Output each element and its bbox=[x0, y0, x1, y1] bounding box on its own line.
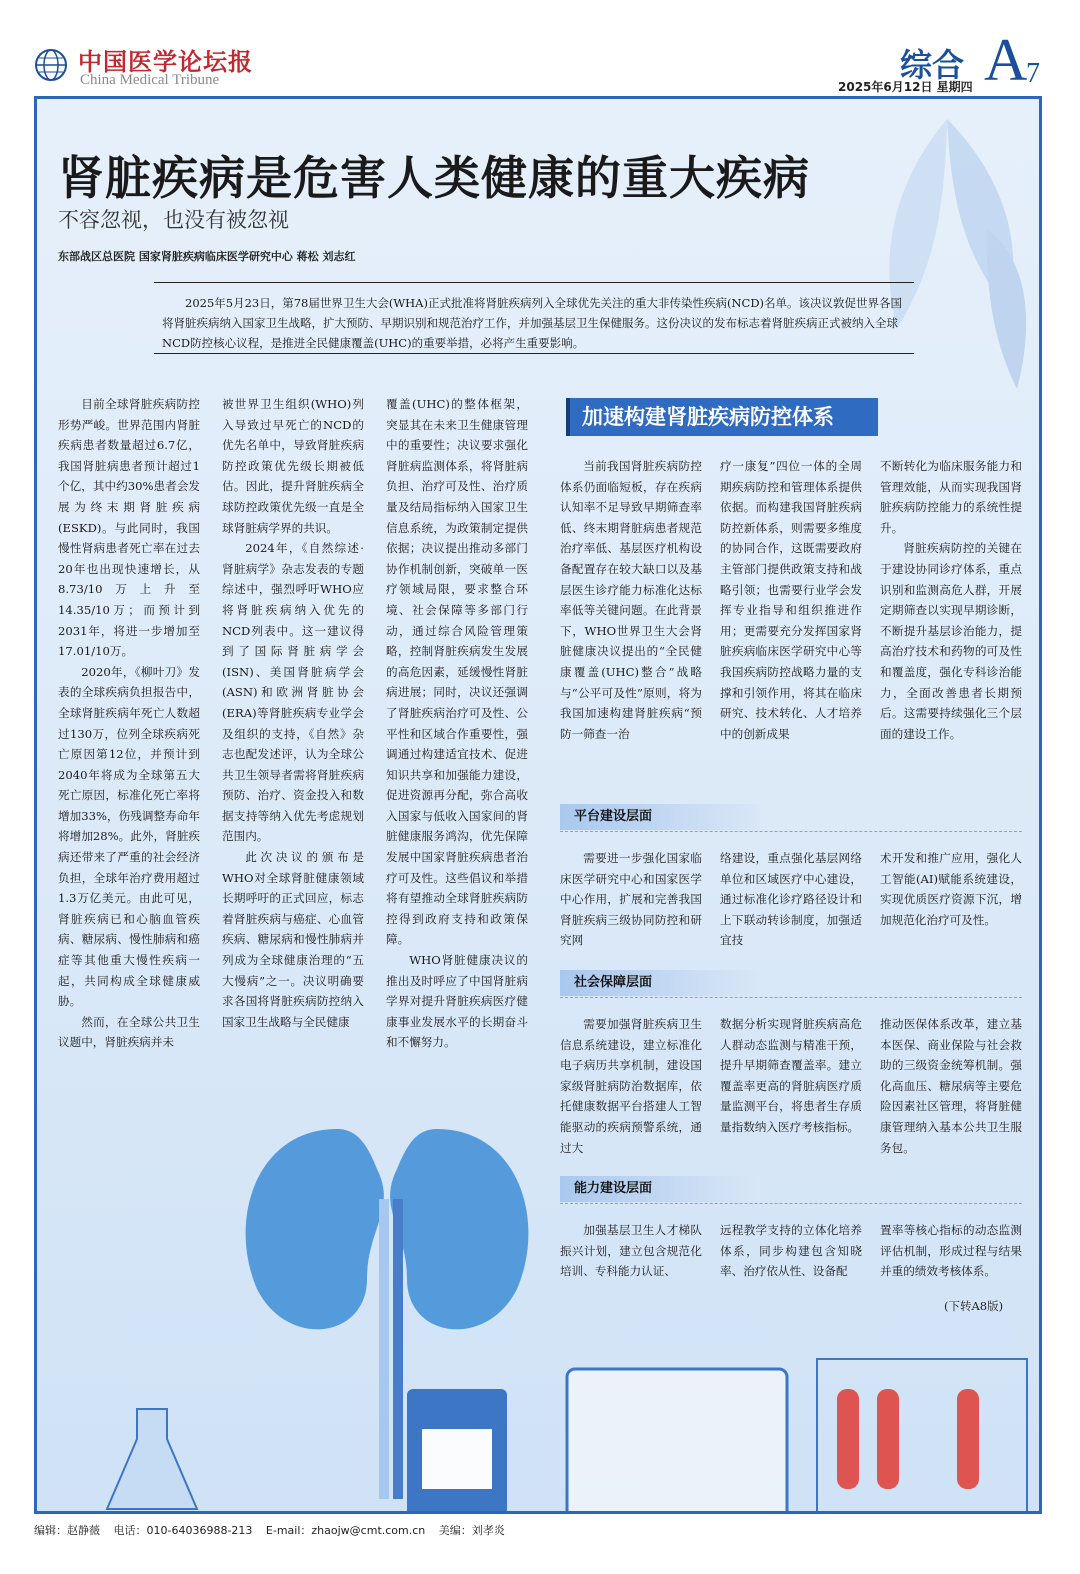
article-column-1 bbox=[58, 394, 200, 1053]
globe-logo-icon bbox=[34, 48, 68, 82]
paragraph: 此次决议的颁布是WHO对全球肾脏健康领域长期呼吁的正式回应，标志着肾脏疾病与癌症、心血管疾病、糖尿病和慢性肺病并列成为全球健康治理的“五大慢病”之一。决议明确要求各国将肾脏疾病防控纳入国家卫生战略与全民健康 bbox=[222, 850, 364, 1029]
paragraph: 加强基层卫生人才梯队振兴计划，建立包含规范化培训、专科能力认证、 bbox=[560, 1223, 702, 1279]
feature-banner: 加速构建肾脏疾病防控体系 bbox=[566, 398, 878, 436]
paragraph: 覆盖(UHC)的整体框架，突显其在未来卫生健康管理中的重要性；决议要求强化肾脏病监测体系，将肾脏病负担、治疗可及性、治疗质量及结局指标纳入国家卫生信息系统，为政策制定提供依据；决议提出推动多部门协作机制创新，突破单一医疗领域局限，要求整合环境、社会保障等多部门行动，通过综合风险管理策略，控制肾脏疾病发生发展的高危因素，延缓慢性肾脏病进展；同时，决议还强调了肾脏疾病治疗可及性、公平性和区域合作重要性，强调通过构建适宜技术、促进知识共享和加强能力建设，促进资源再分配，弥合高收入国家与低收入国家间的肾脏健康服务鸿沟，优先保障发展中国家肾脏疾病患者治疗可及性。这些倡议和举措将有望推动全球肾脏疾病防控得到政府支持和政策保障。 bbox=[386, 397, 528, 947]
divider bbox=[560, 997, 1022, 998]
footer-phone: 电话：010-64036988-213 bbox=[113, 1524, 253, 1537]
paragraph: 络建设，重点强化基层网络单位和区域医疗中心建设，通过标准化诊疗路径设计和上下联动转诊制度，加强适宜技 bbox=[720, 851, 862, 948]
page-letter: A bbox=[984, 27, 1028, 93]
platform-column-2 bbox=[720, 848, 862, 951]
paragraph: 肾脏疾病防控的关键在于建设协同诊疗体系，重点识别和监测高危人群，开展定期筛查以实现早期诊断，不断提升基层诊治能力，提高治疗技术和药物的可及性和覆盖度，强化专科诊治能力，全面改善患者长期预后。这需要持续强化三个层面的建设工作。 bbox=[880, 541, 1022, 741]
footer-editor: 编辑：赵静薇 bbox=[34, 1524, 100, 1537]
continued-note: (下转A8版) bbox=[944, 1299, 1004, 1313]
paragraph: 需要加强肾脏疾病卫生信息系统建设，建立标准化电子病历共享机制，建设国家级肾脏病防治数据库，依托健康数据平台搭建人工智能驱动的疾病预警系统，通过大 bbox=[560, 1017, 702, 1155]
article-headline: 肾脏疾病是危害人类健康的重大疾病 bbox=[58, 151, 810, 205]
paragraph: 推动医保体系改革，建立基本医保、商业保险与社会救助的三级资金统筹机制。强化高血压、糖尿病等主要危险因素社区管理，将肾脏健康管理纳入基本公共卫生服务包。 bbox=[880, 1017, 1022, 1155]
article-column-2 bbox=[222, 394, 364, 1032]
article-column-3 bbox=[386, 394, 528, 1053]
paragraph: 然而，在全球公共卫生议题中，肾脏疾病并未 bbox=[58, 1014, 200, 1050]
platform-section-title: 平台建设层面 bbox=[560, 804, 760, 830]
paragraph: 数据分析实现肾脏疾病高危人群动态监测与精准干预，提升早期筛查覆盖率。建立覆盖率更高的肾脏病医疗质量监测平台，将患者生存质量指数纳入医疗考核指标。 bbox=[720, 1017, 862, 1134]
paragraph: 2020年，《柳叶刀》发表的全球疾病负担报告中，全球肾脏疾病年死亡人数超过130万，位列全球疾病死亡原因第12位，并预计到2040年将成为全球第五大死亡原因，标准化死亡率将增加33%，伤残调整寿命年将增加28%。此外，肾脏疾病还带来了严重的社会经济负担，全球年治疗费用超过1.3万亿美元。由此可见，肾脏疾病已和心脑血管疾病、糖尿病、慢性肺病和癌症等其他重大慢性疾病一起，共同构成全球健康威胁。 bbox=[58, 664, 200, 1009]
paragraph: 置率等核心指标的动态监测评估机制，形成过程与结果并重的绩效考核体系。 bbox=[880, 1223, 1022, 1279]
paragraph: 被世界卫生组织(WHO)列入导致过早死亡的NCD的优先名单中，导致肾脏疾病防控政策优先级长期被低估。因此，提升肾脏疾病全球防控政策优先级一直是全球肾脏病学界的共识。 bbox=[222, 397, 364, 535]
footer-designer: 美编：刘孝炎 bbox=[438, 1524, 505, 1537]
page-number: 7 bbox=[1026, 58, 1040, 89]
feature-intro-column-3 bbox=[880, 456, 1022, 744]
capacity-column-1 bbox=[560, 1220, 702, 1282]
lab-equipment-illustration-icon bbox=[77, 1349, 1037, 1514]
capacity-column-3 bbox=[880, 1220, 1022, 1282]
paragraph: 远程教学支持的立体化培养体系，同步构建包含知晓率、治疗依从性、设备配 bbox=[720, 1223, 862, 1279]
page-footer bbox=[34, 1522, 515, 1538]
publication-date: 2025年6月12日 星期四 bbox=[838, 80, 973, 94]
social-column-1 bbox=[560, 1014, 702, 1158]
platform-column-1 bbox=[560, 848, 702, 951]
capacity-column-2 bbox=[720, 1220, 862, 1282]
social-column-2 bbox=[720, 1014, 862, 1138]
masthead bbox=[0, 0, 1080, 96]
paragraph: WHO肾脏健康决议的推出及时呼应了中国肾脏病学界对提升肾脏疾病医疗健康事业发展水平的长期奋斗和不懈努力。 bbox=[386, 953, 528, 1050]
paragraph: 当前我国肾脏疾病防控体系仍面临短板，存在疾病认知率不足导致早期筛查率低、终末期肾脏病患者规范治疗率低、基层医疗机构设备配置存在较大缺口以及基层医生诊疗能力标准化达标率低等关键问题。在此背景下，WHO世界卫生大会肾脏健康决议提出的“全民健康覆盖(UHC)整合”战略与“公平可及性”原则，将为我国加速构建肾脏疾病“预防一筛查一治 bbox=[560, 459, 702, 741]
article-lead: 2025年5月23日，第78届世界卫生大会(WHA)正式批准将肾脏疾病列入全球优先关注的重大非传染性疾病(NCD)名单。该决议敦促世界各国将肾脏疾病纳入国家卫生战略，扩大预防、早期识别和规范治疗工作，并加强基层卫生保健服务。这份决议的发布标志着肾脏疾病正式被纳入全球NCD防控核心议程，是推进全民健康覆盖(UHC)的重要举措，必将产生重要影响。 bbox=[154, 282, 914, 354]
divider bbox=[560, 831, 1022, 832]
article-byline: 东部战区总医院 国家肾脏疾病临床医学研究中心 蒋松 刘志红 bbox=[58, 250, 356, 263]
social-column-3 bbox=[880, 1014, 1022, 1158]
feature-intro-column-2 bbox=[720, 456, 862, 744]
footer-email[interactable]: E-mail：zhaojw@cmt.com.cn bbox=[265, 1524, 426, 1537]
section-name: 综合 bbox=[900, 46, 965, 84]
article-subheadline: 不容忽视，也没有被忽视 bbox=[58, 208, 289, 232]
paragraph: 目前全球肾脏疾病防控形势严峻。世界范围内肾脏疾病患者数量超过6.7亿，我国肾脏病患者预计超过1个亿，其中约30%患者会发展为终末期肾脏疾病(ESKD)。与此同时，我国慢性肾病患者死亡率在过去20年也出现快速增长，从8.73/10万上升至14.35/10万；而预计到2031年，将进一步增加至17.01/10万。 bbox=[58, 397, 200, 659]
platform-column-3 bbox=[880, 848, 1022, 930]
feature-intro-column-1 bbox=[560, 456, 702, 744]
capacity-section-title: 能力建设层面 bbox=[560, 1176, 760, 1202]
leaf-decoration-icon bbox=[857, 109, 1037, 409]
paragraph: 疗一康复”四位一体的全周期疾病防控和管理体系提供依据。而构建我国肾脏疾病防控新体系，则需要多维度的协同合作，这既需要政府主管部门提供政策支持和战略引领；也需要行业学会发挥专业指导和组织推进作用；更需要充分发挥国家肾脏疾病临床医学研究中心等我国疾病防控战略力量的支撑和引领作用，将其在临床研究、技术转化、人才培养中的创新成果 bbox=[720, 459, 862, 741]
masthead-logo-cn: 中国医学论坛报 bbox=[78, 47, 253, 76]
paragraph: 2024年，《自然综述·肾脏病学》杂志发表的专题综述中，强烈呼吁WHO应将肾脏疾病纳入优先的NCD列表中。这一建议得到了国际肾脏病学会(ISN)、美国肾脏病学会(ASN)和欧洲肾脏协会(ERA)等肾脏疾病专业学会及组织的支持，《自然》杂志也配发述评，认为全球公共卫生领导者需将肾脏疾病预防、治疗、资金投入和数据支持等纳入优先考虑规划范围内。 bbox=[222, 541, 364, 844]
social-section-title: 社会保障层面 bbox=[560, 970, 760, 996]
paragraph: 需要进一步强化国家临床医学研究中心和国家医学中心作用，扩展和完善我国肾脏疾病三级协同防控和研究网 bbox=[560, 851, 702, 948]
paragraph: 术开发和推广应用，强化人工智能(AI)赋能系统建设，实现优质医疗资源下沉，增加规范化治疗可及性。 bbox=[880, 851, 1022, 927]
divider bbox=[560, 1203, 1022, 1204]
paragraph: 不断转化为临床服务能力和管理效能，从而实现我国肾脏疾病防控能力的系统性提升。 bbox=[880, 459, 1022, 535]
masthead-logo-en: China Medical Tribune bbox=[80, 72, 220, 88]
